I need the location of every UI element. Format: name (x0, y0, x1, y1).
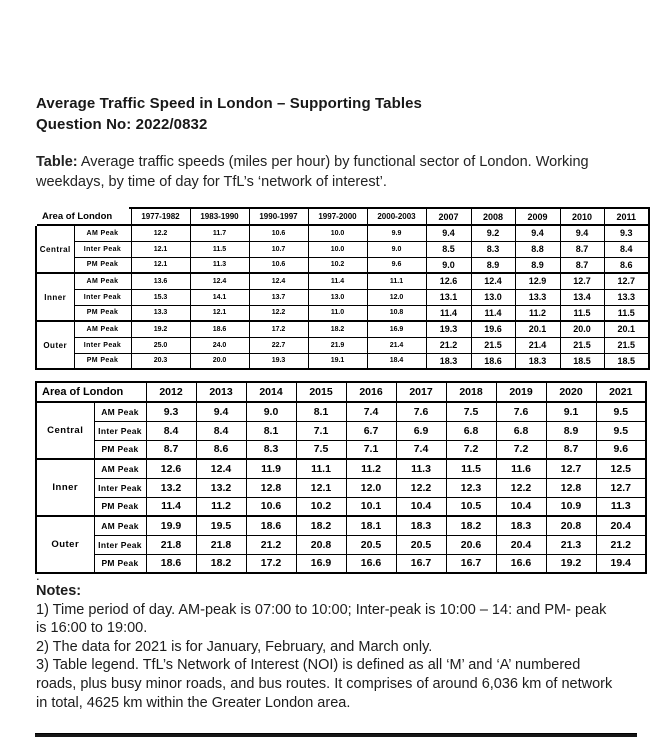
speed-value-cell: 18.2 (196, 554, 246, 573)
speed-value-cell: 12.7 (596, 478, 646, 497)
question-number: Question No: 2022/0832 (36, 116, 208, 133)
speed-value-cell: 12.8 (546, 478, 596, 497)
time-period-label: AM Peak (74, 225, 131, 241)
speed-value-cell: 10.6 (249, 257, 308, 273)
speed-value-cell: 18.6 (146, 554, 196, 573)
speed-value-cell: 8.5 (426, 241, 471, 257)
speed-value-cell: 12.1 (131, 241, 190, 257)
stray-period: . (36, 568, 40, 583)
speed-value-cell: 11.5 (604, 305, 649, 321)
year-column-header: 2014 (246, 382, 296, 402)
speed-value-cell: 12.7 (560, 273, 604, 289)
speed-value-cell: 9.1 (546, 402, 596, 421)
speed-value-cell: 21.9 (308, 337, 367, 353)
year-column-header: 2019 (496, 382, 546, 402)
speed-value-cell: 19.1 (308, 353, 367, 369)
speed-value-cell: 20.0 (560, 321, 604, 337)
year-column-header: 1983-1990 (190, 208, 249, 225)
speed-value-cell: 11.2 (196, 497, 246, 516)
speed-value-cell: 11.5 (190, 241, 249, 257)
speed-value-cell: 9.4 (196, 402, 246, 421)
table-row (36, 353, 649, 369)
speed-value-cell: 18.5 (560, 353, 604, 369)
notes-body (36, 601, 612, 713)
speed-value-cell: 10.1 (346, 497, 396, 516)
speed-value-cell: 10.4 (496, 497, 546, 516)
speed-value-cell: 13.3 (131, 305, 190, 321)
speed-value-cell: 7.2 (496, 440, 546, 459)
speed-value-cell: 18.2 (308, 321, 367, 337)
speed-value-cell: 11.3 (396, 459, 446, 478)
speed-value-cell: 6.8 (446, 421, 496, 440)
speed-value-cell: 11.3 (190, 257, 249, 273)
year-column-header: 2000-2003 (367, 208, 426, 225)
note-line: 1) Time period of day. AM-peak is 07:00 to 10:00; Inter-peak is 10:00 – 14: and PM- peak (36, 601, 607, 618)
speed-value-cell: 11.7 (190, 225, 249, 241)
speed-value-cell: 20.1 (515, 321, 560, 337)
speed-value-cell: 16.6 (496, 554, 546, 573)
speed-value-cell: 20.4 (496, 535, 546, 554)
year-column-header: 2013 (196, 382, 246, 402)
document-title-block (36, 93, 422, 135)
speed-value-cell: 7.1 (346, 440, 396, 459)
area-of-london-header: Area of London (36, 382, 146, 402)
speed-value-cell: 19.9 (146, 516, 196, 535)
speed-value-cell: 13.2 (196, 478, 246, 497)
speed-value-cell: 10.4 (396, 497, 446, 516)
speed-value-cell: 11.0 (308, 305, 367, 321)
speed-value-cell: 12.9 (515, 273, 560, 289)
speed-value-cell: 9.4 (426, 225, 471, 241)
speed-value-cell: 8.1 (246, 421, 296, 440)
speed-value-cell: 11.9 (246, 459, 296, 478)
speed-value-cell: 12.6 (426, 273, 471, 289)
speed-value-cell: 12.2 (249, 305, 308, 321)
year-column-header: 2011 (604, 208, 649, 225)
year-column-header: 1997-2000 (308, 208, 367, 225)
speed-value-cell: 8.9 (471, 257, 515, 273)
speed-value-cell: 9.4 (560, 225, 604, 241)
speed-value-cell: 11.4 (471, 305, 515, 321)
speed-value-cell: 9.0 (367, 241, 426, 257)
time-period-label: Inter Peak (74, 289, 131, 305)
caption-label: Table: (36, 154, 78, 170)
speed-value-cell: 13.6 (131, 273, 190, 289)
speed-value-cell: 25.0 (131, 337, 190, 353)
speed-value-cell: 18.3 (515, 353, 560, 369)
speed-value-cell: 14.1 (190, 289, 249, 305)
speed-value-cell: 19.3 (426, 321, 471, 337)
speed-value-cell: 7.5 (296, 440, 346, 459)
speed-value-cell: 18.3 (496, 516, 546, 535)
speed-value-cell: 21.5 (560, 337, 604, 353)
speed-value-cell: 20.1 (604, 321, 649, 337)
speed-value-cell: 18.3 (426, 353, 471, 369)
table-corner-mask-top (34, 206, 129, 209)
year-column-header: 2016 (346, 382, 396, 402)
speed-value-cell: 7.5 (446, 402, 496, 421)
notes-section (36, 569, 612, 712)
speed-value-cell: 12.7 (546, 459, 596, 478)
table1-wrapper (35, 207, 650, 370)
speed-value-cell: 11.2 (515, 305, 560, 321)
time-period-label: PM Peak (74, 257, 131, 273)
time-period-label: Inter Peak (94, 421, 146, 440)
speed-value-cell: 11.2 (346, 459, 396, 478)
year-column-header: 2009 (515, 208, 560, 225)
page-title: Average Traffic Speed in London – Supporting Tables (36, 95, 422, 112)
speed-value-cell: 10.0 (308, 241, 367, 257)
sector-group-outer (36, 516, 646, 573)
speed-value-cell: 13.2 (146, 478, 196, 497)
speed-value-cell: 11.6 (496, 459, 546, 478)
speed-value-cell: 16.9 (296, 554, 346, 573)
speed-value-cell: 12.4 (196, 459, 246, 478)
speed-value-cell: 24.0 (190, 337, 249, 353)
speed-value-cell: 12.1 (131, 257, 190, 273)
time-period-label: AM Peak (74, 273, 131, 289)
table-row (36, 289, 649, 305)
note-line: in total, 4625 km within the Greater London area. (36, 694, 351, 711)
speed-value-cell: 8.9 (515, 257, 560, 273)
speed-value-cell: 18.5 (604, 353, 649, 369)
speed-value-cell: 6.8 (496, 421, 546, 440)
speed-value-cell: 8.4 (196, 421, 246, 440)
speed-value-cell: 9.4 (515, 225, 560, 241)
sector-group-inner (36, 273, 649, 321)
speed-value-cell: 20.6 (446, 535, 496, 554)
speed-value-cell: 18.4 (367, 353, 426, 369)
speed-value-cell: 10.9 (546, 497, 596, 516)
speed-value-cell: 20.3 (131, 353, 190, 369)
year-column-header: 2021 (596, 382, 646, 402)
speed-value-cell: 21.8 (196, 535, 246, 554)
year-column-header: 2008 (471, 208, 515, 225)
speed-value-cell: 8.3 (246, 440, 296, 459)
year-column-header: 2017 (396, 382, 446, 402)
speed-value-cell: 10.0 (308, 225, 367, 241)
traffic-speed-table-1977-2011 (35, 207, 650, 370)
caption-line-1: Average traffic speeds (miles per hour) by functional sector of London. Working (77, 154, 589, 170)
speed-value-cell: 8.4 (146, 421, 196, 440)
speed-value-cell: 11.4 (146, 497, 196, 516)
bottom-horizontal-rule (35, 733, 637, 737)
year-column-header: 2020 (546, 382, 596, 402)
speed-value-cell: 16.7 (446, 554, 496, 573)
table-row (36, 478, 646, 497)
speed-value-cell: 15.3 (131, 289, 190, 305)
speed-value-cell: 8.7 (560, 257, 604, 273)
speed-value-cell: 12.2 (496, 478, 546, 497)
speed-value-cell: 12.1 (190, 305, 249, 321)
year-column-header: 2015 (296, 382, 346, 402)
speed-value-cell: 7.6 (396, 402, 446, 421)
speed-value-cell: 18.6 (471, 353, 515, 369)
area-of-london-header: Area of London (36, 208, 131, 225)
speed-value-cell: 12.2 (131, 225, 190, 241)
speed-value-cell: 8.8 (515, 241, 560, 257)
sector-label: Inner (36, 459, 94, 516)
header-row (36, 208, 649, 225)
speed-value-cell: 21.4 (367, 337, 426, 353)
speed-value-cell: 9.0 (246, 402, 296, 421)
speed-value-cell: 11.1 (367, 273, 426, 289)
speed-value-cell: 20.5 (396, 535, 446, 554)
note-line: is 16:00 to 19:00. (36, 620, 148, 637)
speed-value-cell: 7.4 (396, 440, 446, 459)
time-period-label: PM Peak (74, 353, 131, 369)
speed-value-cell: 21.5 (471, 337, 515, 353)
speed-value-cell: 10.2 (308, 257, 367, 273)
speed-value-cell: 12.4 (471, 273, 515, 289)
speed-value-cell: 21.2 (426, 337, 471, 353)
speed-value-cell: 11.5 (560, 305, 604, 321)
speed-value-cell: 19.2 (546, 554, 596, 573)
table-row (36, 257, 649, 273)
year-column-header: 2010 (560, 208, 604, 225)
speed-value-cell: 13.0 (471, 289, 515, 305)
speed-value-cell: 10.2 (296, 497, 346, 516)
speed-value-cell: 8.7 (560, 241, 604, 257)
speed-value-cell: 18.3 (396, 516, 446, 535)
year-column-header: 2012 (146, 382, 196, 402)
speed-value-cell: 9.5 (596, 402, 646, 421)
speed-value-cell: 12.4 (190, 273, 249, 289)
speed-value-cell: 12.0 (346, 478, 396, 497)
speed-value-cell: 18.2 (446, 516, 496, 535)
table-row (36, 497, 646, 516)
speed-value-cell: 9.2 (471, 225, 515, 241)
speed-value-cell: 8.9 (546, 421, 596, 440)
speed-value-cell: 11.3 (596, 497, 646, 516)
speed-value-cell: 17.2 (249, 321, 308, 337)
table-row (36, 321, 649, 337)
time-period-label: AM Peak (94, 402, 146, 421)
speed-value-cell: 7.1 (296, 421, 346, 440)
sector-group-outer (36, 321, 649, 369)
speed-value-cell: 9.5 (596, 421, 646, 440)
speed-value-cell: 8.3 (471, 241, 515, 257)
table-row (36, 241, 649, 257)
speed-value-cell: 18.6 (246, 516, 296, 535)
speed-value-cell: 10.6 (246, 497, 296, 516)
speed-value-cell: 11.4 (308, 273, 367, 289)
speed-value-cell: 13.3 (515, 289, 560, 305)
sector-label: Outer (36, 321, 74, 369)
speed-value-cell: 8.7 (146, 440, 196, 459)
speed-value-cell: 12.2 (396, 478, 446, 497)
speed-value-cell: 8.7 (546, 440, 596, 459)
speed-value-cell: 7.2 (446, 440, 496, 459)
header-row (36, 382, 646, 402)
sector-label: Inner (36, 273, 74, 321)
speed-value-cell: 16.9 (367, 321, 426, 337)
speed-value-cell: 12.8 (246, 478, 296, 497)
notes-heading: Notes: (36, 583, 82, 599)
speed-value-cell: 11.4 (426, 305, 471, 321)
sector-group-central (36, 402, 646, 459)
speed-value-cell: 21.4 (515, 337, 560, 353)
speed-value-cell: 8.6 (604, 257, 649, 273)
speed-value-cell: 13.3 (604, 289, 649, 305)
year-column-header: 1977-1982 (131, 208, 190, 225)
table-row (36, 337, 649, 353)
speed-value-cell: 13.4 (560, 289, 604, 305)
speed-value-cell: 9.3 (146, 402, 196, 421)
table-row (36, 225, 649, 241)
table-row (36, 273, 649, 289)
table-row (36, 440, 646, 459)
speed-value-cell: 19.6 (471, 321, 515, 337)
speed-value-cell: 20.4 (596, 516, 646, 535)
speed-value-cell: 12.5 (596, 459, 646, 478)
table-row (36, 516, 646, 535)
speed-value-cell: 9.6 (596, 440, 646, 459)
speed-value-cell: 21.8 (146, 535, 196, 554)
speed-value-cell: 18.2 (296, 516, 346, 535)
speed-value-cell: 16.7 (396, 554, 446, 573)
speed-value-cell: 6.7 (346, 421, 396, 440)
speed-value-cell: 7.6 (496, 402, 546, 421)
table-row (36, 421, 646, 440)
sector-label: Outer (36, 516, 94, 573)
sector-label: Central (36, 225, 74, 273)
speed-value-cell: 12.4 (249, 273, 308, 289)
time-period-label: Inter Peak (74, 241, 131, 257)
note-line: 3) Table legend. TfL’s Network of Interest (NOI) is defined as all ‘M’ and ‘A’ numbered (36, 657, 581, 674)
speed-value-cell: 20.0 (190, 353, 249, 369)
speed-value-cell: 19.3 (249, 353, 308, 369)
speed-value-cell: 21.5 (604, 337, 649, 353)
speed-value-cell: 11.1 (296, 459, 346, 478)
speed-value-cell: 12.0 (367, 289, 426, 305)
speed-value-cell: 8.6 (196, 440, 246, 459)
speed-value-cell: 10.8 (367, 305, 426, 321)
table-row (36, 402, 646, 421)
speed-value-cell: 7.4 (346, 402, 396, 421)
time-period-label: PM Peak (94, 497, 146, 516)
speed-value-cell: 8.4 (604, 241, 649, 257)
note-line: roads, plus busy minor roads, and bus routes. It comprises of around 6,036 km of network (36, 675, 613, 692)
table-row (36, 305, 649, 321)
speed-value-cell: 13.0 (308, 289, 367, 305)
speed-value-cell: 12.7 (604, 273, 649, 289)
table-row (36, 535, 646, 554)
speed-value-cell: 9.0 (426, 257, 471, 273)
speed-value-cell: 18.1 (346, 516, 396, 535)
speed-value-cell: 10.7 (249, 241, 308, 257)
time-period-label: PM Peak (74, 305, 131, 321)
speed-value-cell: 9.3 (604, 225, 649, 241)
speed-value-cell: 10.5 (446, 497, 496, 516)
speed-value-cell: 12.6 (146, 459, 196, 478)
sector-label: Central (36, 402, 94, 459)
speed-value-cell: 19.4 (596, 554, 646, 573)
caption-line-2: weekdays, by time of day for TfL’s ‘network of interest’. (36, 174, 387, 190)
speed-value-cell: 20.5 (346, 535, 396, 554)
note-line: 2) The data for 2021 is for January, February, and March only. (36, 638, 433, 655)
time-period-label: AM Peak (94, 516, 146, 535)
speed-value-cell: 21.3 (546, 535, 596, 554)
traffic-speed-table-2012-2021 (35, 381, 647, 574)
speed-value-cell: 12.3 (446, 478, 496, 497)
table-caption (36, 152, 589, 192)
speed-value-cell: 6.9 (396, 421, 446, 440)
speed-value-cell: 20.8 (296, 535, 346, 554)
table2-wrapper (35, 381, 647, 574)
speed-value-cell: 8.1 (296, 402, 346, 421)
sector-group-central (36, 225, 649, 273)
time-period-label: Inter Peak (74, 337, 131, 353)
table-corner-mask-left (34, 206, 37, 226)
speed-value-cell: 19.5 (196, 516, 246, 535)
speed-value-cell: 20.8 (546, 516, 596, 535)
speed-value-cell: 16.6 (346, 554, 396, 573)
speed-value-cell: 11.5 (446, 459, 496, 478)
year-column-header: 2007 (426, 208, 471, 225)
speed-value-cell: 19.2 (131, 321, 190, 337)
speed-value-cell: 18.6 (190, 321, 249, 337)
speed-value-cell: 10.6 (249, 225, 308, 241)
speed-value-cell: 21.2 (246, 535, 296, 554)
speed-value-cell: 21.2 (596, 535, 646, 554)
speed-value-cell: 13.7 (249, 289, 308, 305)
time-period-label: Inter Peak (94, 478, 146, 497)
time-period-label: PM Peak (94, 554, 146, 573)
speed-value-cell: 12.1 (296, 478, 346, 497)
speed-value-cell: 9.6 (367, 257, 426, 273)
time-period-label: AM Peak (74, 321, 131, 337)
speed-value-cell: 13.1 (426, 289, 471, 305)
time-period-label: PM Peak (94, 440, 146, 459)
time-period-label: AM Peak (94, 459, 146, 478)
time-period-label: Inter Peak (94, 535, 146, 554)
year-column-header: 1990-1997 (249, 208, 308, 225)
table-row (36, 459, 646, 478)
speed-value-cell: 9.9 (367, 225, 426, 241)
speed-value-cell: 22.7 (249, 337, 308, 353)
sector-group-inner (36, 459, 646, 516)
year-column-header: 2018 (446, 382, 496, 402)
speed-value-cell: 17.2 (246, 554, 296, 573)
